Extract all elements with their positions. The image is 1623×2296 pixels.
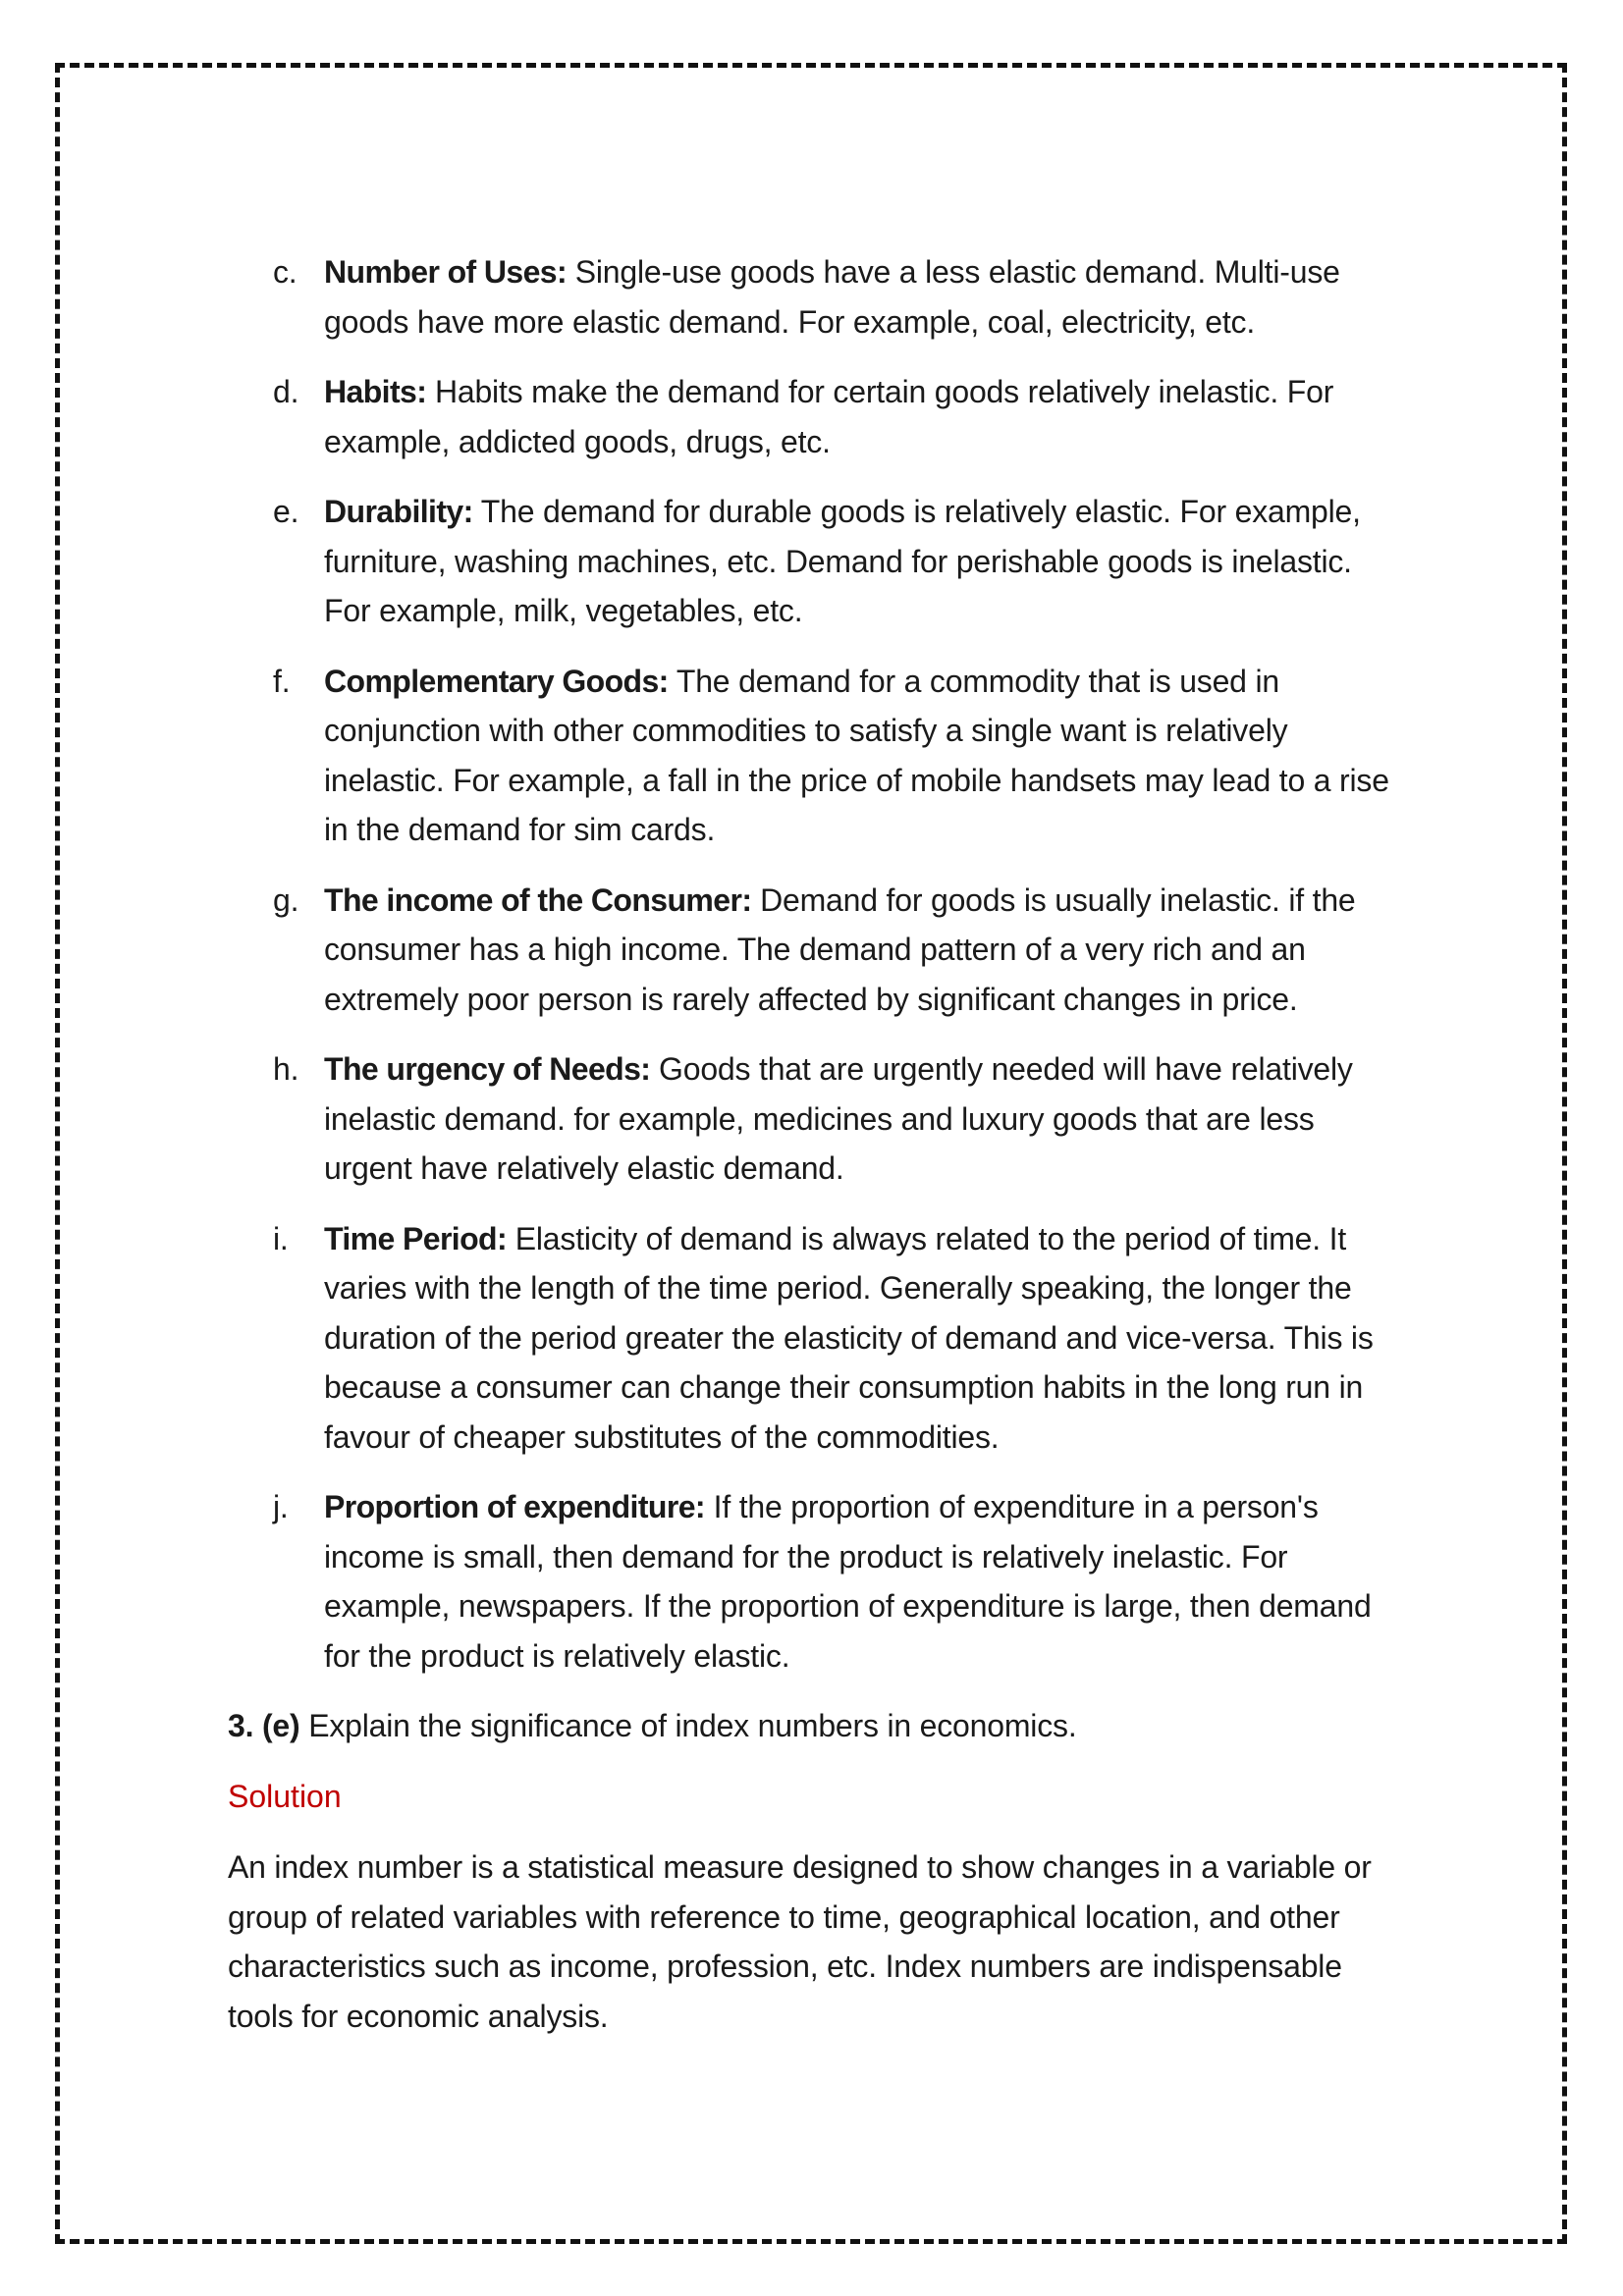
- solution-heading: Solution: [228, 1779, 342, 1814]
- list-item-durability: [228, 487, 1406, 636]
- question: [228, 1701, 1406, 1750]
- page-content: [228, 247, 1406, 2041]
- list-marker: c.: [273, 254, 298, 290]
- list-item-complementary-goods: [228, 657, 1406, 855]
- list-marker: d.: [273, 374, 299, 409]
- list-marker: g.: [273, 881, 299, 918]
- item-term: Habits:: [324, 374, 427, 409]
- item-text: Habits make the demand for certain goods relatively inelastic. For example, addicted goods, drugs, etc.: [324, 374, 1334, 459]
- factors-list: [228, 247, 1406, 1681]
- list-marker: f.: [273, 663, 291, 699]
- item-text: The demand for a commodity that is used in conjunction with other commodities to satisfy a single want is relatively inelastic. For example, a fall in the price of mobile handsets may lead to a rise in the demand for sim cards.: [324, 663, 1389, 847]
- list-item-urgency-of-needs: [228, 1044, 1406, 1194]
- solution-body: An index number is a statistical measure designed to show changes in a variable or group of related variables with reference to time, geographical location, and other characteristics such as income, profession, etc. Index numbers are indispensable tools for economic analysis.: [228, 1849, 1372, 2034]
- item-text: Single-use goods have a less elastic demand. Multi-use goods have more elastic demand. For example, coal, electricity, etc.: [324, 254, 1340, 340]
- item-text: Goods that are urgently needed will have relatively inelastic demand. for example, medicines and luxury goods that are less urgent have relatively elastic demand.: [324, 1051, 1353, 1186]
- list-marker: h.: [273, 1051, 299, 1087]
- item-term: Complementary Goods:: [324, 663, 669, 699]
- item-term: Number of Uses:: [324, 254, 568, 290]
- list-marker: j.: [273, 1489, 289, 1524]
- question-text: Explain the significance of index numbers in economics.: [299, 1708, 1077, 1743]
- list-item-income-of-consumer: [228, 876, 1406, 1025]
- item-term: The urgency of Needs:: [324, 1051, 651, 1087]
- item-text: The demand for durable goods is relatively elastic. For example, furniture, washing machines, etc. Demand for perishable goods is inelastic. For example, milk, vegetables, etc.: [324, 494, 1361, 628]
- list-marker: i.: [273, 1220, 289, 1256]
- question-number: 3. (e): [228, 1708, 300, 1743]
- list-item-proportion-of-expenditure: [228, 1482, 1406, 1681]
- item-text: If the proportion of expenditure in a person's income is small, then demand for the product is relatively inelastic. For example, newspapers. If the proportion of expenditure is large, then demand for the product is relatively elastic.: [324, 1489, 1372, 1674]
- item-term: Time Period:: [324, 1220, 508, 1256]
- item-text: Demand for goods is usually inelastic. if the consumer has a high income. The demand pattern of a very rich and an extremely poor person is rarely affected by significant changes in price.: [324, 881, 1356, 1017]
- item-text: Elasticity of demand is always related to the period of time. It varies with the length of the time period. Generally speaking, the longer the duration of the period greater the elasticity of demand and vice-versa. This is because a consumer can change their consumption habits in the long run in favour of cheaper substitutes of the commodities.: [324, 1220, 1374, 1455]
- item-term: The income of the Consumer:: [324, 881, 752, 918]
- list-item-number-of-uses: [228, 247, 1406, 347]
- list-item-time-period: [228, 1214, 1406, 1463]
- item-term: Proportion of expenditure:: [324, 1489, 705, 1524]
- item-term: Durability:: [324, 494, 473, 529]
- list-item-habits: [228, 367, 1406, 466]
- list-marker: e.: [273, 494, 299, 529]
